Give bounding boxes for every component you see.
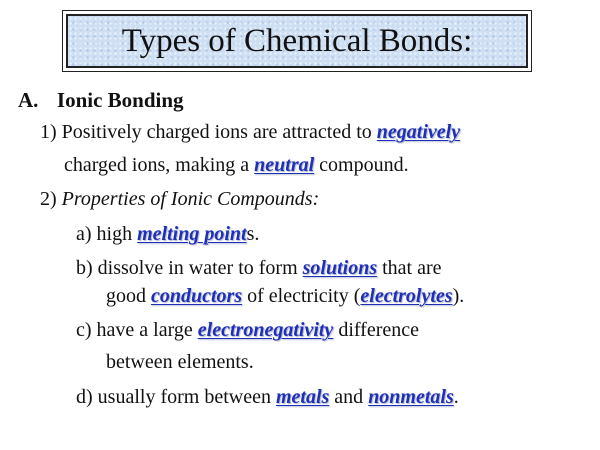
item-a-letter: a) — [76, 223, 92, 245]
point-1-text: Positively charged ions are attracted to — [61, 121, 372, 143]
point-1-text-2: charged ions, making a — [64, 154, 250, 176]
item-b-text: dissolve in water to form — [97, 257, 298, 279]
item-c-line-1 — [76, 318, 419, 342]
item-b-text-4: of electricity ( — [247, 285, 361, 307]
item-a-line — [76, 222, 259, 246]
point-2-number: 2) — [40, 188, 57, 210]
point-2-label: Properties of Ionic Compounds: — [61, 188, 320, 210]
item-d-period: . — [453, 386, 459, 408]
item-d-text-2: and — [334, 386, 364, 408]
keyword-electronegativity: electronegativity — [197, 319, 334, 341]
title-box — [66, 14, 528, 68]
section-heading — [18, 88, 184, 112]
item-c-line-2 — [106, 350, 254, 374]
point-1-text-3: compound. — [319, 154, 409, 176]
item-c-text-2: difference — [338, 319, 419, 341]
item-d-line — [76, 385, 459, 409]
keyword-metals: metals — [275, 386, 330, 408]
point-1-line-1 — [40, 120, 460, 144]
section-label: A. — [18, 88, 39, 112]
point-1-number: 1) — [40, 121, 57, 143]
keyword-solutions: solutions — [302, 257, 378, 279]
point-2-line — [40, 187, 319, 211]
keyword-melting-point: melting point — [137, 223, 247, 245]
item-b-text-5: ). — [452, 285, 465, 307]
item-d-text: usually form between — [97, 386, 271, 408]
keyword-conductors: conductors — [151, 285, 243, 307]
keyword-electrolytes: electrolytes — [360, 285, 453, 307]
item-b-line-2 — [106, 284, 464, 308]
point-1-line-2 — [64, 153, 409, 177]
item-c-text: have a large — [96, 319, 193, 341]
keyword-neutral: neutral — [254, 154, 315, 176]
item-a-period: . — [254, 223, 260, 245]
slide-title: Types of Chemical Bonds: — [121, 22, 473, 59]
item-b-line-1 — [76, 256, 442, 280]
item-a-text: high — [96, 223, 133, 245]
section-title: Ionic Bonding — [56, 88, 184, 112]
item-b-letter: b) — [76, 257, 93, 279]
item-b-text-2: that are — [382, 257, 442, 279]
keyword-negatively: negatively — [376, 121, 461, 143]
item-d-letter: d) — [76, 386, 93, 408]
item-c-text-3: between elements. — [106, 351, 254, 373]
item-a-plural: s — [246, 223, 255, 245]
keyword-nonmetals: nonmetals — [368, 386, 454, 408]
item-b-text-3: good — [106, 285, 146, 307]
item-c-letter: c) — [76, 319, 92, 341]
